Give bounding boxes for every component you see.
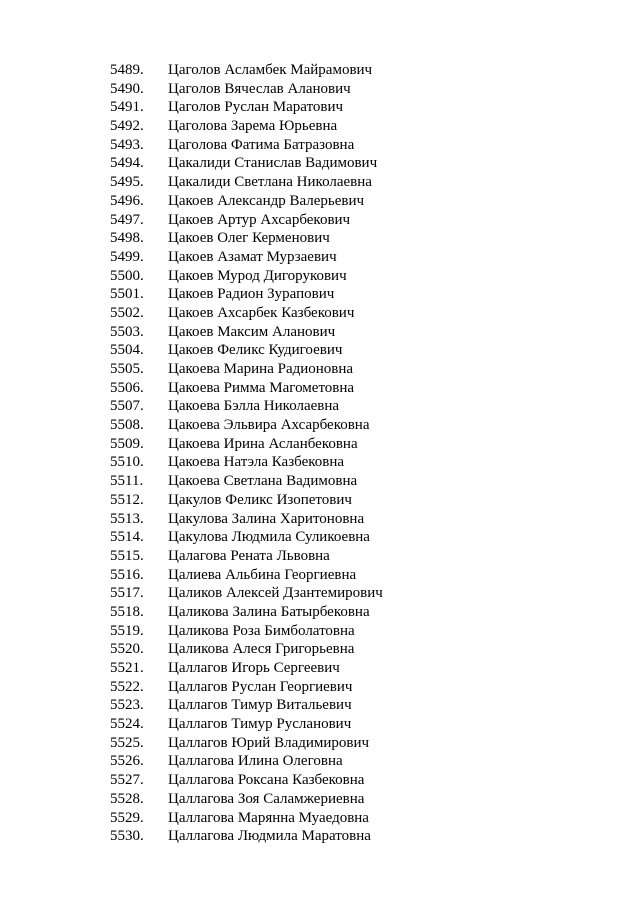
entry-number: 5514. xyxy=(110,529,144,546)
list-item xyxy=(0,192,640,211)
entry-name: Цаллагова Илина Олеговна xyxy=(168,753,343,770)
entry-number: 5511. xyxy=(110,473,144,490)
entry-name: Цаликова Алеся Григорьевна xyxy=(168,641,355,658)
entry-name: Цакоев Мурод Дигорукович xyxy=(168,267,347,284)
entry-number: 5490. xyxy=(110,80,144,97)
list-item xyxy=(0,622,640,641)
entry-number: 5518. xyxy=(110,603,144,620)
list-item xyxy=(0,734,640,753)
list-item xyxy=(0,584,640,603)
entry-number: 5509. xyxy=(110,435,144,452)
entry-name: Цаллагов Игорь Сергеевич xyxy=(168,660,340,676)
entry-number: 5499. xyxy=(110,248,144,265)
entry-name: Цакалиди Светлана Николаевна xyxy=(168,174,372,191)
list-item xyxy=(0,397,640,416)
entry-number: 5489. xyxy=(110,62,144,78)
list-item xyxy=(0,98,640,117)
entry-number: 5491. xyxy=(110,99,144,116)
entry-number: 5516. xyxy=(110,566,144,583)
entry-number: 5497. xyxy=(110,211,144,228)
list-item xyxy=(0,771,640,790)
list-item xyxy=(0,435,640,454)
list-item xyxy=(0,640,640,659)
entry-name: Цаллагов Юрий Владимирович xyxy=(168,734,370,751)
entry-name: Цалиева Альбина Георгиевна xyxy=(168,566,357,583)
entry-number: 5510. xyxy=(110,454,144,471)
entry-number: 5495. xyxy=(110,174,144,191)
list-item xyxy=(0,173,640,192)
entry-name: Цакоев Феликс Кудигоевич xyxy=(168,342,343,359)
entry-name: Цалагова Рената Львовна xyxy=(168,547,330,564)
entry-number: 5501. xyxy=(110,286,144,303)
entry-number: 5494. xyxy=(110,155,144,172)
entry-number: 5524. xyxy=(110,716,144,733)
list-item xyxy=(0,360,640,379)
entry-number: 5500. xyxy=(110,267,144,284)
entry-name: Цаликова Залина Батырбековна xyxy=(168,603,370,620)
list-item xyxy=(0,229,640,248)
list-item xyxy=(0,154,640,173)
entry-name: Цакоев Олег Керменович xyxy=(168,230,330,247)
list-item xyxy=(0,566,640,585)
entry-number: 5512. xyxy=(110,491,144,508)
entry-name: Цаголова Фатима Батразовна xyxy=(168,136,355,153)
entry-name: Цаголова Зарема Юрьевна xyxy=(168,118,338,135)
entry-number: 5492. xyxy=(110,118,144,135)
entry-name: Цакулов Феликс Изопетович xyxy=(168,491,352,508)
entry-name: Цаголов Руслан Маратович xyxy=(168,99,344,116)
list-item xyxy=(0,491,640,510)
entry-name: Цакалиди Станислав Вадимович xyxy=(168,155,378,172)
entry-number: 5520. xyxy=(110,641,144,658)
entry-number: 5522. xyxy=(110,678,144,695)
list-item xyxy=(0,809,640,828)
entry-name: Цакоева Натэла Казбековна xyxy=(168,454,345,471)
entry-name: Цаликов Алексей Дзантемирович xyxy=(168,585,383,602)
entry-name: Цакулова Залина Харитоновна xyxy=(168,510,365,527)
list-item xyxy=(0,304,640,323)
entry-number: 5530. xyxy=(110,828,144,845)
list-item xyxy=(0,827,640,846)
entry-name: Цакоев Ахсарбек Казбекович xyxy=(168,304,355,321)
entry-number: 5525. xyxy=(110,734,144,751)
list-item xyxy=(0,285,640,304)
entry-number: 5527. xyxy=(110,772,144,789)
entry-number: 5528. xyxy=(110,790,144,807)
list-item xyxy=(0,752,640,771)
entry-number: 5513. xyxy=(110,510,144,527)
list-item xyxy=(0,80,640,99)
entry-name: Цаллагов Руслан Георгиевич xyxy=(168,678,353,695)
entry-number: 5517. xyxy=(110,585,144,602)
entry-name: Цаллагов Тимур Витальевич xyxy=(168,697,352,714)
entry-name: Цакоева Светлана Вадимовна xyxy=(168,473,358,490)
entry-name: Цакоев Азамат Мурзаевич xyxy=(168,248,337,265)
list-item xyxy=(0,267,640,286)
entry-name: Цаллагова Роксана Казбековна xyxy=(168,772,365,789)
list-item xyxy=(0,248,640,267)
list-item xyxy=(0,715,640,734)
entry-name: Цакоев Максим Аланович xyxy=(168,323,336,340)
entry-name: Цаллагова Людмила Маратовна xyxy=(168,828,371,845)
entry-number: 5529. xyxy=(110,809,144,826)
list-item xyxy=(0,416,640,435)
entry-name: Цакоева Эльвира Ахсарбековна xyxy=(168,417,370,434)
list-item xyxy=(0,472,640,491)
entry-name: Цаллагова Марянна Муаедовна xyxy=(168,809,369,826)
entry-number: 5504. xyxy=(110,342,144,359)
list-item xyxy=(0,659,640,678)
list-item xyxy=(0,453,640,472)
list-item xyxy=(0,323,640,342)
list-item xyxy=(0,603,640,622)
entry-number: 5521. xyxy=(110,660,144,676)
list-item xyxy=(0,510,640,529)
entry-number: 5498. xyxy=(110,230,144,247)
entry-name: Цакоева Бэлла Николаевна xyxy=(168,398,340,415)
entry-name: Цакоев Радион Зурапович xyxy=(168,286,335,303)
list-item xyxy=(0,379,640,398)
entry-name: Цакоева Ирина Асланбековна xyxy=(168,435,358,452)
entry-name: Цаголов Асламбек Майрамович xyxy=(168,62,373,78)
entry-name: Цакоев Александр Валерьевич xyxy=(168,192,365,209)
entry-number: 5493. xyxy=(110,136,144,153)
entry-number: 5505. xyxy=(110,361,144,377)
entry-number: 5507. xyxy=(110,398,144,415)
entry-number: 5526. xyxy=(110,753,144,770)
entry-name: Цаллагов Тимур Русланович xyxy=(168,716,352,733)
entry-number: 5523. xyxy=(110,697,144,714)
entry-number: 5519. xyxy=(110,622,144,639)
entry-number: 5503. xyxy=(110,323,144,340)
entry-name: Цаликова Роза Бимболатовна xyxy=(168,622,355,639)
entry-name: Цаллагова Зоя Саламжериевна xyxy=(168,790,365,807)
list-item xyxy=(0,790,640,809)
entry-number: 5502. xyxy=(110,304,144,321)
entry-name: Цаголов Вячеслав Аланович xyxy=(168,80,351,97)
list-item xyxy=(0,136,640,155)
name-list xyxy=(0,61,640,846)
entry-name: Цакулова Людмила Суликоевна xyxy=(168,529,370,546)
entry-name: Цакоева Римма Магометовна xyxy=(168,379,355,396)
entry-number: 5496. xyxy=(110,192,144,209)
list-item xyxy=(0,547,640,566)
list-item xyxy=(0,696,640,715)
list-item xyxy=(0,341,640,360)
list-item xyxy=(0,678,640,697)
entry-number: 5508. xyxy=(110,417,144,434)
entry-name: Цакоева Марина Радионовна xyxy=(168,361,354,377)
list-item xyxy=(0,211,640,230)
entry-number: 5515. xyxy=(110,547,144,564)
entry-number: 5506. xyxy=(110,379,144,396)
list-item xyxy=(0,61,640,80)
list-item xyxy=(0,117,640,136)
list-item xyxy=(0,528,640,547)
entry-name: Цакоев Артур Ахсарбекович xyxy=(168,211,351,228)
